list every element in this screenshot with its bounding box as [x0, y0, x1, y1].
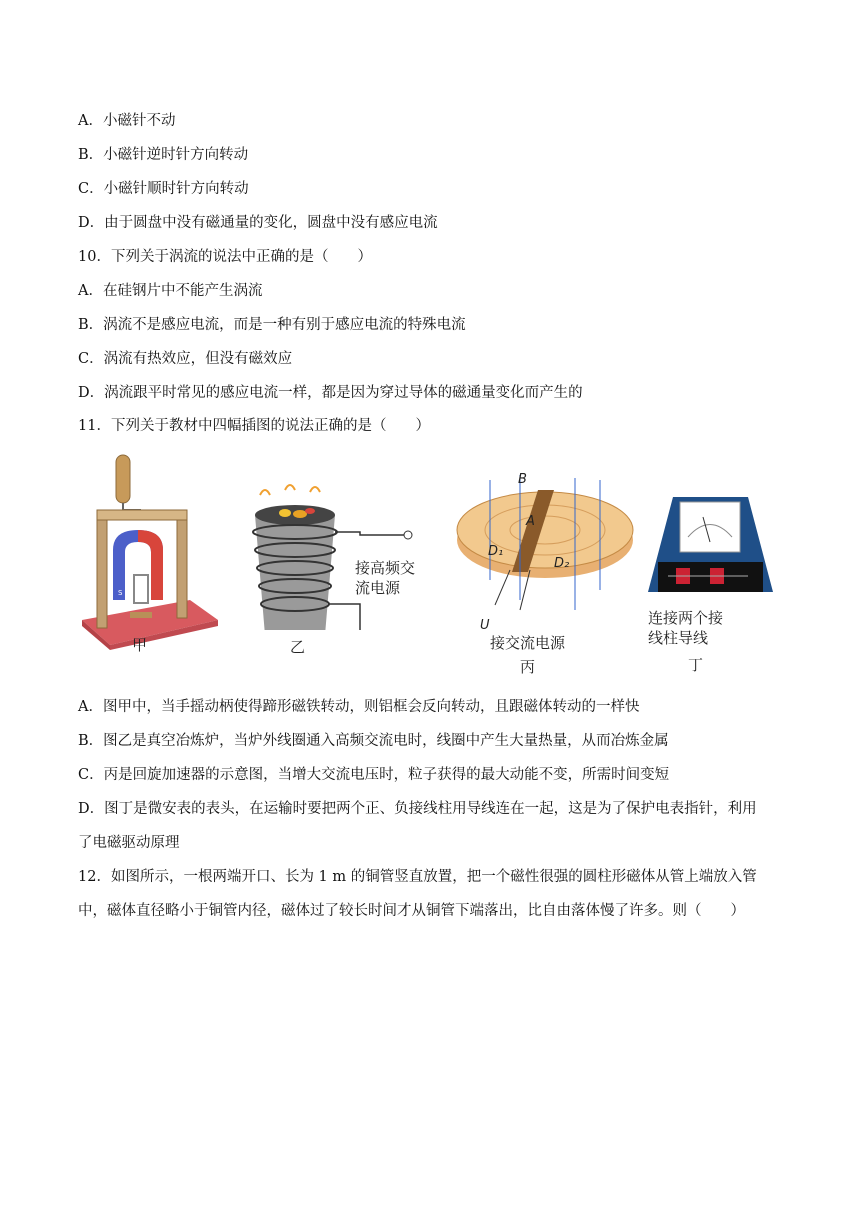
figure-yi-label-line2: 流电源 — [355, 579, 401, 597]
q9-option-a: A．小磁针不动 — [78, 113, 176, 129]
figure-ding-label-line2: 线柱导线 — [648, 629, 709, 647]
q11-option-c: C．丙是回旋加速器的示意图，当增大交流电压时，粒子获得的最大动能不变，所需时间变短 — [78, 767, 670, 783]
figure-ding-label-line1: 连接两个接 — [648, 609, 724, 627]
q10-option-d: D．涡流跟平时常见的感应电流一样，都是因为穿过导体的磁通量变化而产生的 — [78, 385, 583, 401]
figure-ding-caption: 丁 — [688, 656, 704, 674]
figure-ding-microammeter — [648, 492, 778, 682]
q10-option-a: A．在硅钢片中不能产生涡流 — [78, 283, 263, 299]
figure-bing-label-a: A — [526, 514, 535, 529]
figure-yi-label-line1: 接高频交 — [355, 559, 416, 577]
q9-option-b: B．小磁针逆时针方向转动 — [78, 147, 249, 163]
figure-yi-label — [355, 558, 415, 598]
q11-stem: 11．下列关于教材中四幅插图的说法正确的是（ ） — [78, 418, 430, 434]
figure-bing-label-d1: D₁ — [488, 544, 504, 559]
figure-bing-cyclotron — [450, 470, 640, 680]
q11-option-d-continued: 了电磁驱动原理 — [78, 835, 180, 851]
q12-stem-line1: 12．如图所示，一根两端开口、长为 1 m 的铜管竖直放置，把一个磁性很强的圆柱形磁体从管上端放入管 — [78, 869, 757, 885]
figure-bing-caption: 丙 — [520, 658, 536, 676]
q10-option-b: B．涡流不是感应电流，而是一种有别于感应电流的特殊电流 — [78, 317, 466, 333]
figure-yi-furnace — [240, 480, 430, 660]
q9-option-d: D．由于圆盘中没有磁通量的变化，圆盘中没有感应电流 — [78, 215, 438, 231]
figure-jia-caption: 甲 — [132, 636, 148, 654]
q9-option-c: C．小磁针顺时针方向转动 — [78, 181, 249, 197]
figure-ding-label — [648, 608, 723, 648]
svg-text:S: S — [118, 589, 123, 597]
figure-bing-label-b: B — [518, 472, 527, 487]
q12-stem-line2: 中，磁体直径略小于铜管内径，磁体过了较长时间才从铜管下端落出，比自由落体慢了许多。则（ ） — [78, 903, 745, 919]
q10-stem: 10．下列关于涡流的说法中正确的是（ ） — [78, 249, 372, 265]
figure-bing-label-d2: D₂ — [554, 556, 570, 571]
figure-bing-label-u: U — [480, 618, 490, 633]
figure-yi-caption: 乙 — [290, 638, 306, 656]
q10-option-c: C．涡流有热效应，但没有磁效应 — [78, 351, 293, 367]
figure-jia-magnet — [80, 450, 220, 660]
figure-bing-source-label: 接交流电源 — [490, 634, 566, 652]
q11-option-b: B．图乙是真空冶炼炉，当炉外线圈通入高频交流电时，线圈中产生大量热量，从而冶炼金属 — [78, 733, 669, 749]
q11-option-a: A．图甲中，当手摇动柄使得蹄形磁铁转动，则铝框会反向转动，且跟磁体转动的一样快 — [78, 699, 640, 715]
q11-option-d: D．图丁是微安表的表头，在运输时要把两个正、负接线柱用导线连在一起，这是为了保护电表指针，利用 — [78, 801, 757, 817]
